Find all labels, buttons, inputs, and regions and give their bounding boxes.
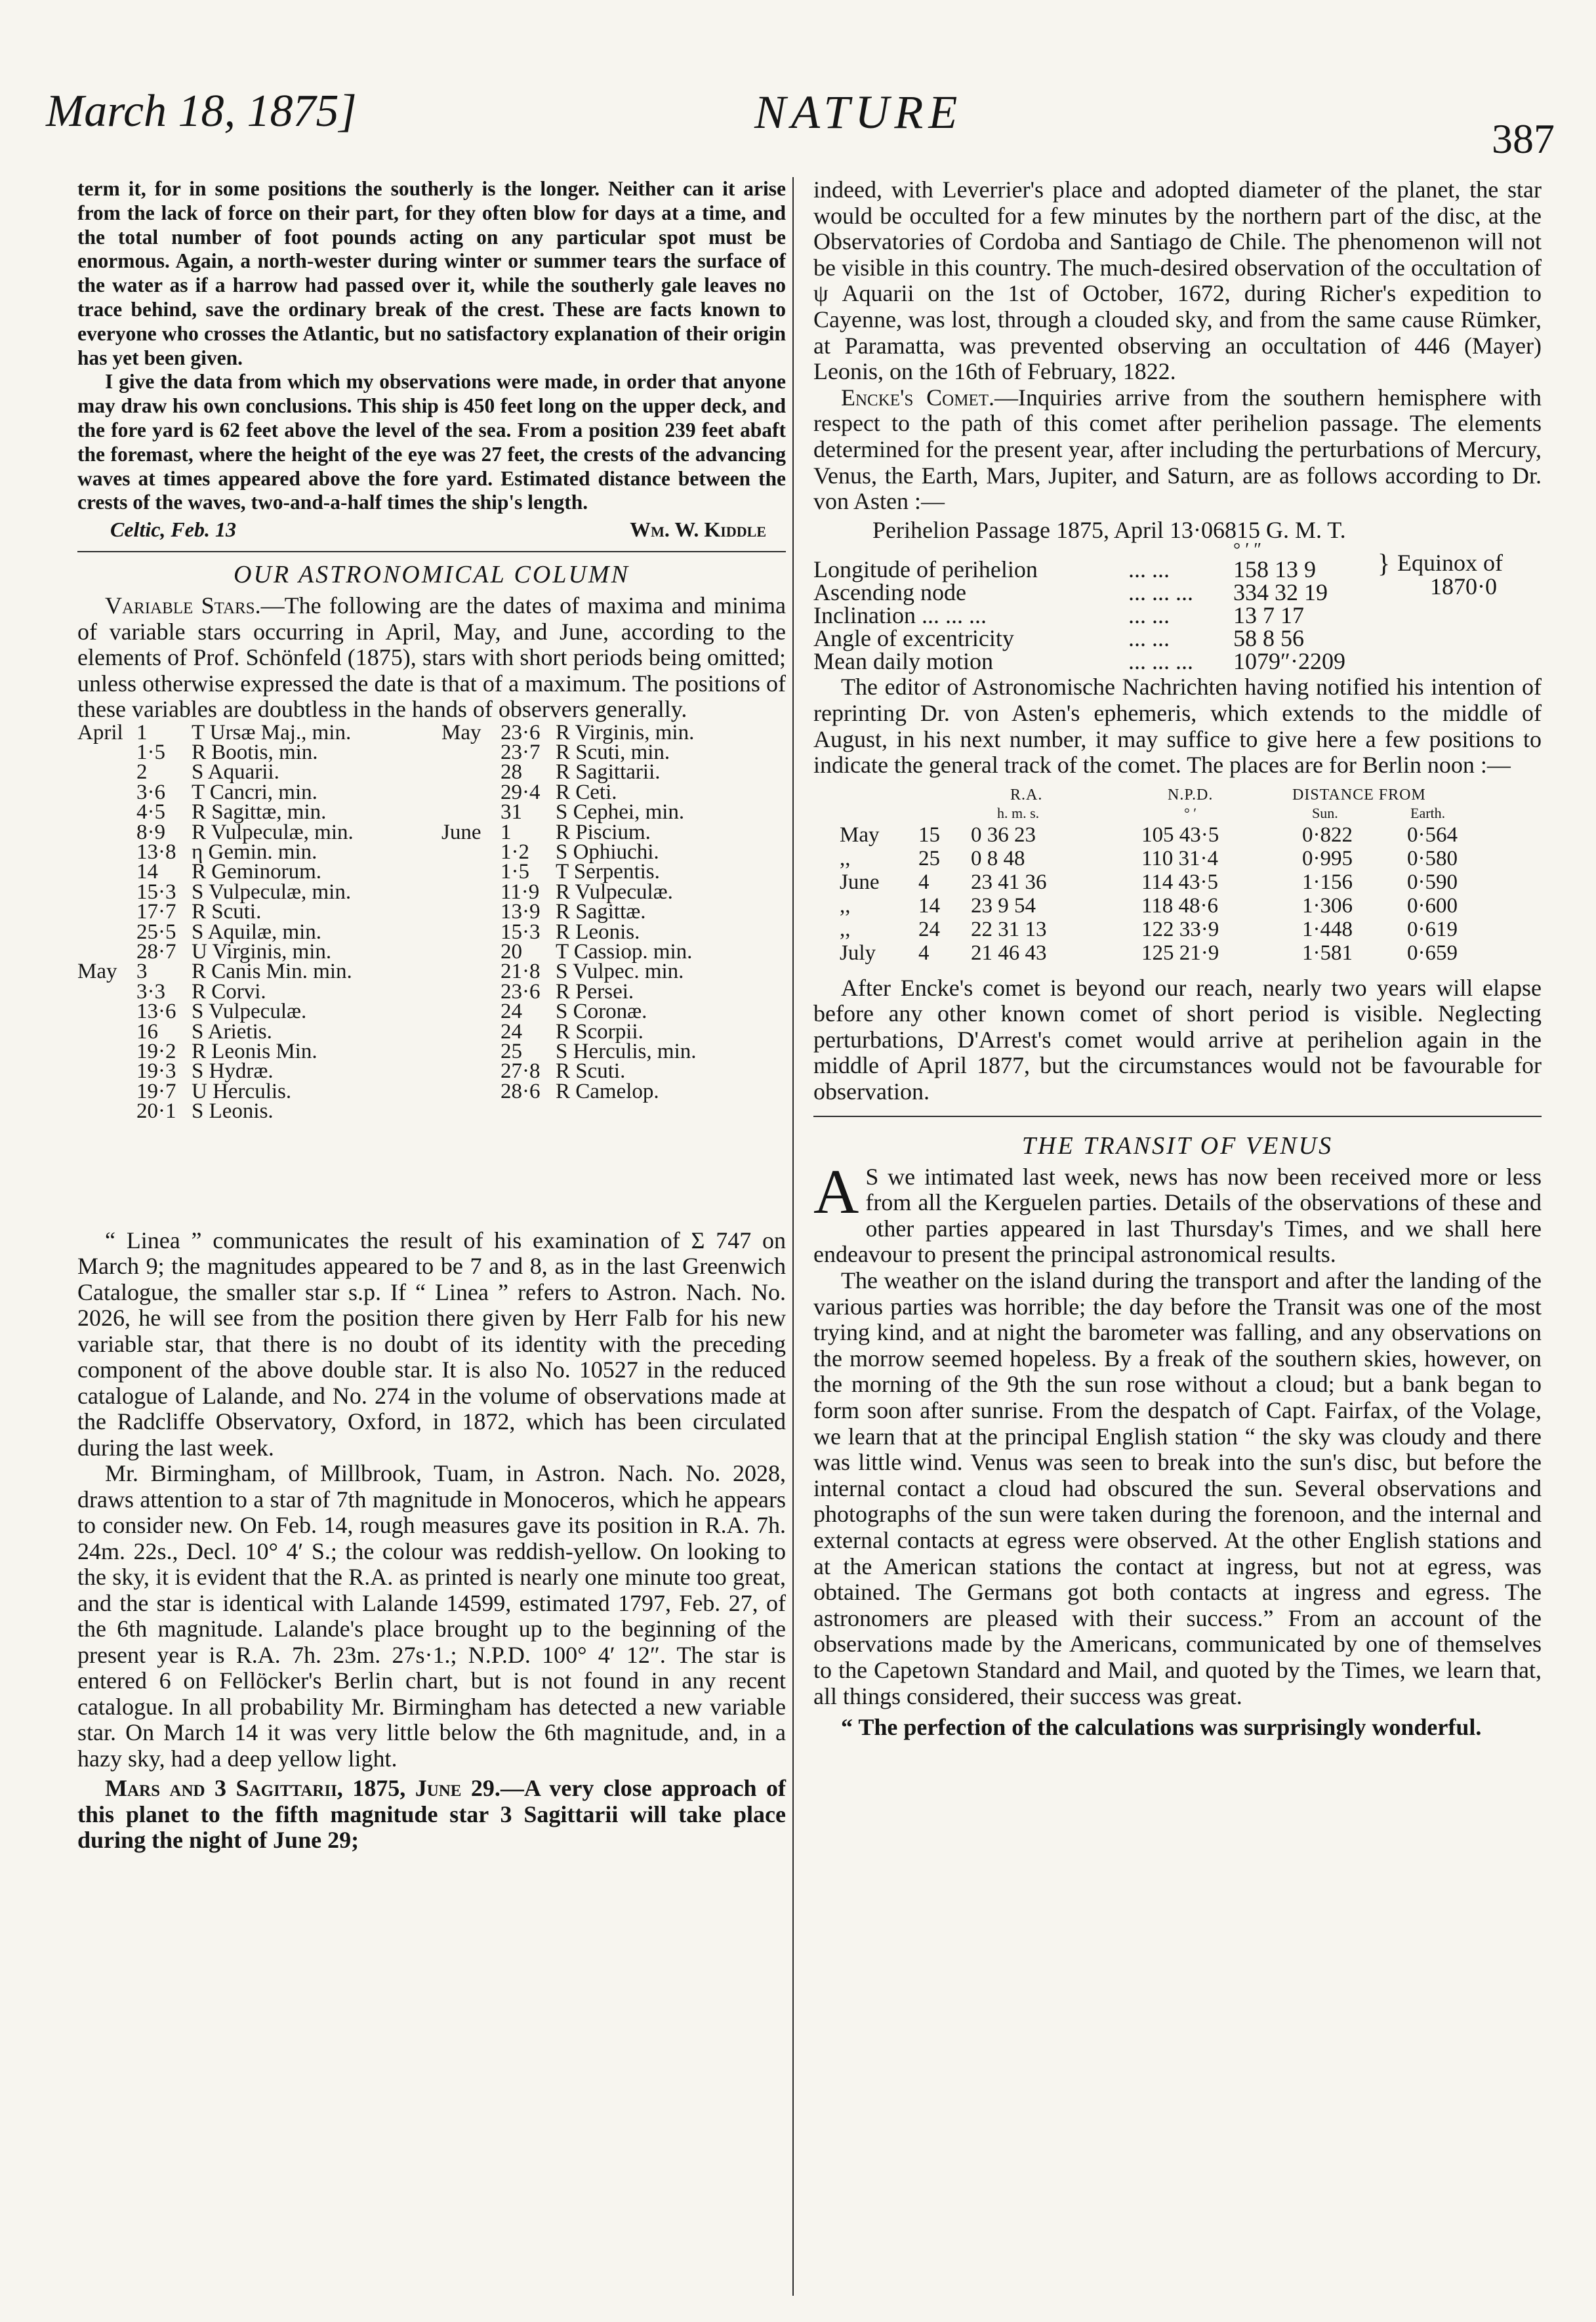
ephemeris-npd: 118 48·6	[1141, 893, 1219, 918]
variable-star-name: R Piscium.	[556, 820, 651, 844]
variable-star-name: R Leonis Min.	[192, 1039, 317, 1063]
transit-dropcap: A	[813, 1156, 859, 1227]
variable-star-day: 11·9	[501, 880, 540, 904]
transit-paragraph-2: The weather on the island during the transport and after the landing of the various parties was horrible; the day before the Transit was one of the most trying kind, and at night the barometer was falling, and any observations on the morrow seemed hopeless. By a freak of the southern skies, however, on the morning of the 9th the sun rose without a cloud; but a bank began to form soon after sunrise. From the despatch of Capt. Fairfax, of the Volage, we learn that at the principal English station “ the sky was cloudy and there was little wind. Venus was seen to break into the sun's disc, but before the internal contact a cloud had obscured the sun. Several observations and photographs of the sun were taken during the forenoon, and the internal and external contacts at egress were observed. At the other English stations and at the American stations the contact at ingress, but not at egress, was obtained. The Germans got both contacts at ingress and egress. The astronomers are pleased with their success.” From an account of the observations made by the Americans, communicated by one of themselves to the Capetown Standard and Mail, and quoted by the Times, we learn that, all things considered, their success was great.	[813, 1267, 1542, 1709]
variable-star-day: 17·7	[136, 900, 176, 924]
element-dots: ... ...	[1128, 625, 1170, 652]
variable-star-row	[441, 800, 696, 825]
variable-star-name: T Cancri, min.	[192, 780, 317, 804]
variable-star-month	[441, 1042, 501, 1061]
variable-star-month	[77, 862, 136, 882]
variable-star-name: T Ursæ Maj., min.	[192, 720, 352, 744]
ephemeris-ra: 22 31 13	[971, 917, 1047, 941]
variable-star-row	[77, 960, 354, 984]
variable-star-row	[77, 902, 354, 922]
letter-paragraph-1: term it, for in some positions the southerly is the longer. Neither can it arise from the lack of force on their part, for they often blow for days at a time, and the total number of foot pounds acting on any particular spot must be enormous. Again, a north-wester during winter or summer tears the surface of the water as if a harrow had passed over it, while the southerly gale leaves no trace behind, save the ordinary break of the crest. These are facts known to everyone who crosses the Atlantic, but no satisfactory explanation of their origin has yet been given.	[77, 177, 786, 369]
variable-star-name: R Virginis, min.	[556, 720, 695, 744]
after-encke-paragraph: After Encke's comet is beyond our reach, nearly two years will elapse before any other known comet of short period is visible. Neglecting perturbations, D'Arrest's comet would arrive at perihelion again in the middle of April 1877, but the circumstances would not be favourable for observation.	[813, 974, 1542, 1105]
ephemeris-ra: 0 36 23	[971, 823, 1036, 847]
variable-star-day: 28·6	[501, 1079, 541, 1103]
ephem-head-ra: R.A.	[1010, 786, 1043, 804]
mars-lead: Mars and 3 Sagittarii, 1875, June 29.	[105, 1775, 501, 1802]
variable-star-name: R Corvi.	[192, 979, 266, 1004]
ephemeris-earth: 0·600	[1407, 893, 1458, 918]
ephem-sub-npd: ° ′	[1184, 804, 1197, 821]
variable-star-name: R Leonis.	[556, 920, 640, 944]
variable-star-month	[441, 762, 501, 782]
variable-star-row	[441, 882, 696, 902]
variable-star-day: 16	[136, 1019, 158, 1044]
ephemeris-month: May	[840, 823, 880, 847]
left-column	[77, 177, 786, 1854]
variable-star-day: 19·7	[136, 1079, 176, 1103]
variable-star-day: 23·6	[501, 979, 541, 1004]
variable-star-row	[77, 862, 354, 882]
ephemeris-npd: 114 43·5	[1141, 870, 1219, 894]
ephemeris-day: 25	[918, 846, 940, 870]
issue-date: March 18, 1875]	[46, 86, 357, 136]
variable-star-day: 3	[136, 960, 148, 984]
variable-star-day: 13·8	[136, 840, 176, 864]
variable-stars-table	[77, 720, 786, 1228]
ephemeris-earth: 0·590	[1407, 870, 1458, 894]
element-label: Mean daily motion	[813, 648, 993, 675]
right-column	[813, 177, 1542, 1741]
variable-star-row	[77, 1099, 354, 1124]
variable-star-day: 28·7	[136, 939, 176, 964]
encke-lead: Encke's Comet.	[841, 384, 994, 411]
letter-signature	[77, 518, 786, 542]
ephemeris-earth: 0·619	[1407, 917, 1458, 941]
variable-star-name: R Scuti.	[556, 1059, 626, 1084]
astro-column-title: OUR ASTRONOMICAL COLUMN	[234, 561, 630, 589]
page-number: 387	[1492, 115, 1555, 162]
variable-star-name: S Herculis, min.	[556, 1039, 697, 1063]
variable-star-name: η Gemin. min.	[192, 840, 317, 864]
variable-star-day: 1·2	[501, 840, 529, 864]
variable-star-day: 23·7	[501, 741, 541, 765]
ephemeris-day: 15	[918, 823, 940, 847]
ephemeris-month: July	[840, 941, 876, 965]
variable-star-name: S Aquarii.	[192, 760, 279, 784]
variable-star-month	[441, 922, 501, 942]
variable-star-day: 20	[501, 939, 522, 964]
variable-star-month	[441, 1002, 501, 1021]
variable-stars-col-2	[441, 720, 697, 1103]
variable-star-row	[77, 720, 354, 744]
ephem-sub-earth: Earth.	[1410, 804, 1446, 821]
mars-paragraph	[77, 1776, 786, 1854]
element-label: Angle of excentricity	[813, 625, 1014, 652]
variable-star-month: June	[441, 820, 481, 844]
element-value: 158 13 9	[1233, 556, 1316, 583]
ephemeris-table	[813, 779, 1542, 975]
ephemeris-ra: 23 9 54	[971, 893, 1036, 918]
variable-star-month	[77, 1002, 136, 1021]
variable-star-row	[441, 1019, 696, 1044]
letter-paragraph-2: I give the data from which my observations were made, in order that anyone may draw his own conclusions. This ship is 450 feet long on the upper deck, and the fore yard is 62 feet above the level of the sea. From a position 239 feet abaft the foremast, where the height of the eye was 27 feet, the crests of the advancing waves at times appeared above the fore yard. Estimated distance between the crests of the waves, two-and-a-half times the ship's length.	[77, 370, 786, 514]
variable-star-day: 25	[501, 1039, 522, 1063]
variable-star-day: 13·6	[136, 1000, 176, 1024]
variable-star-day: 3·3	[136, 979, 165, 1004]
variable-stars-col-1	[77, 720, 354, 1124]
variable-star-day: 23·6	[501, 720, 541, 744]
variable-star-row	[77, 882, 354, 902]
variable-star-day: 1	[136, 720, 148, 744]
ephemeris-earth: 0·564	[1407, 823, 1458, 847]
variable-star-month	[77, 1022, 136, 1042]
variable-star-row	[441, 762, 696, 782]
element-label: Inclination ... ... ...	[813, 602, 987, 629]
variable-star-row	[77, 820, 354, 844]
ephemeris-sun: 1·581	[1302, 941, 1353, 965]
variable-star-month	[77, 942, 136, 962]
ephemeris-earth: 0·659	[1407, 941, 1458, 965]
variable-star-row	[77, 922, 354, 942]
variable-star-month	[77, 802, 136, 822]
variable-star-name: R Vulpeculæ, min.	[192, 820, 354, 844]
editor-paragraph: The editor of Astronomische Nachrichten having notified his intention of reprinting Dr. von Asten's ephemeris, which extends to the middle of August, in his next number, it may suffice to give here a few positions to indicate the general track of the comet. The places are for Berlin noon :—	[813, 674, 1542, 779]
variable-star-month: May	[441, 720, 481, 744]
variable-star-day: 15·3	[501, 920, 541, 944]
variable-star-month	[77, 823, 136, 842]
variable-star-name: R Sagittæ, min.	[192, 800, 327, 825]
variable-star-day: 1	[501, 820, 512, 844]
ephemeris-sun: 0·995	[1302, 846, 1353, 870]
ephem-sub-sun: Sun.	[1312, 804, 1338, 821]
variable-star-month	[441, 942, 501, 962]
variable-star-month	[441, 862, 501, 882]
ephemeris-ra: 23 41 36	[971, 870, 1047, 894]
variable-star-month	[441, 1061, 501, 1081]
elements-units: ° ′ ″	[1233, 540, 1261, 561]
variable-star-row	[441, 1079, 696, 1103]
transit-paragraph-1-text: S we intimated last week, news has now been received more or less from all the Kerguelen parties. Details of the observations of these and other parties appeared in last Thursday's Times, and we shall here endeavour to present the principal astronomical results.	[813, 1163, 1542, 1268]
variable-star-name: R Bootis, min.	[192, 741, 318, 765]
variable-star-name: T Serpentis.	[556, 860, 660, 884]
variable-star-row	[441, 741, 696, 765]
variable-star-name: S Vulpeculæ.	[192, 1000, 307, 1024]
variable-star-day: 4·5	[136, 800, 165, 825]
element-value: 13 7 17	[1233, 602, 1304, 629]
variable-star-day: 20·1	[136, 1099, 176, 1124]
variable-star-row	[441, 1059, 696, 1084]
transit-paragraph-3: “ The perfection of the calculations was surprisingly wonderful.	[841, 1714, 1482, 1741]
variable-star-month	[77, 1101, 136, 1121]
ephemeris-sun: 1·306	[1302, 893, 1353, 918]
ephemeris-npd: 110 31·4	[1141, 846, 1219, 870]
variable-star-name: S Leonis.	[192, 1099, 274, 1124]
variable-star-name: S Vulpec. min.	[556, 960, 684, 984]
variable-star-name: R Scuti.	[192, 900, 262, 924]
ephemeris-month: June	[840, 870, 880, 894]
variable-star-name: S Coronæ.	[556, 1000, 647, 1024]
ephemeris-earth: 0·580	[1407, 846, 1458, 870]
variable-star-row	[441, 780, 696, 804]
journal-title: NATURE	[754, 86, 963, 138]
variable-star-month	[441, 962, 501, 981]
ephemeris-npd: 122 33·9	[1141, 917, 1219, 941]
variable-star-day: 13·9	[501, 900, 541, 924]
linea-paragraph: “ Linea ” communicates the result of his examination of Σ 747 on March 9; the magnitudes appeared to be 7 and 8, as in the last Greenwich Catalogue, the smaller star s.p. If “ Linea ” refers to Astron. Nach. No. 2026, he will see from the position there given by Herr Falb for his new variable star, that there is no doubt of its identity with the preceding component of the above double star. It is also No. 10527 in the reduced catalogue of Lalande, and No. 274 in the volume of observations made at the Radcliffe Observatory, Oxford, in 1872, which has been circulated during the last week.	[77, 1227, 786, 1461]
variable-star-name: T Cassiop. min.	[556, 939, 693, 964]
variable-star-row	[441, 1000, 696, 1024]
variable-star-month	[77, 762, 136, 782]
ephemeris-day: 14	[918, 893, 940, 918]
variable-star-day: 8·9	[136, 820, 165, 844]
variable-star-row	[77, 1039, 354, 1063]
variable-star-row	[441, 939, 696, 964]
equinox-year: 1870·0	[1430, 573, 1497, 600]
variable-star-name: S Cephei, min.	[556, 800, 685, 825]
mars-text: —A very close approach of this planet to the fifth magnitude star 3 Sagittarii will take place during the night of June 29;	[77, 1775, 786, 1854]
signature-place: Celtic, Feb. 13	[110, 518, 236, 542]
variable-star-month	[441, 783, 501, 802]
equinox-label: Equinox of	[1397, 550, 1503, 577]
variable-star-month	[77, 743, 136, 762]
variable-star-row	[441, 842, 696, 862]
ephemeris-ra: 0 8 48	[971, 846, 1025, 870]
variable-star-name: S Ophiuchi.	[556, 840, 659, 864]
variable-star-row	[77, 1059, 354, 1084]
variable-star-day: 2	[136, 760, 148, 784]
variable-star-day: 28	[501, 760, 522, 784]
element-dots: ... ... ...	[1128, 579, 1193, 606]
variable-star-name: S Vulpeculæ, min.	[192, 880, 352, 904]
ephemeris-day: 24	[918, 917, 940, 941]
variable-star-name: S Hydræ.	[192, 1059, 274, 1084]
variable-star-day: 24	[501, 1019, 522, 1044]
ephemeris-month: ,,	[840, 917, 851, 941]
variable-star-name: R Camelop.	[556, 1079, 659, 1103]
variable-star-name: R Scorpii.	[556, 1019, 644, 1044]
ephemeris-row	[813, 894, 1535, 916]
element-value: 58 8 56	[1233, 625, 1304, 652]
variable-star-month	[441, 802, 501, 822]
variable-star-month	[77, 1061, 136, 1081]
variable-star-name: S Arietis.	[192, 1019, 272, 1044]
element-value: 334 32 19	[1233, 579, 1328, 606]
ephemeris-npd: 125 21·9	[1141, 941, 1219, 965]
variable-star-day: 1·5	[501, 860, 529, 884]
column-divider	[792, 177, 794, 2296]
variable-star-month	[77, 882, 136, 902]
variable-star-name: R Sagittæ.	[556, 900, 646, 924]
occultation-paragraph: indeed, with Leverrier's place and adopted diameter of the planet, the star would be occulted for a few minutes by the northern part of the disc, at the Observatories of Cordoba and Santiago de Chile. The phenomenon will not be visible in this country. The much-desired observation of the occultation of ψ Aquarii on the 1st of October, 1672, during Richer's expedition to Cayenne, was lost, through a clouded sky, and from the same cause Rümker, at Paramatta, was prevented observing an occultation of 446 (Mayer) Leonis, on the 16th of February, 1822.	[813, 176, 1542, 385]
variable-star-day: 25·5	[136, 920, 176, 944]
variable-star-month	[441, 882, 501, 902]
ephemeris-npd: 105 43·5	[1141, 823, 1219, 847]
birmingham-paragraph: Mr. Birmingham, of Millbrook, Tuam, in Astron. Nach. No. 2028, draws attention to a star of 7th magnitude in Monoceros, which he appears to consider new. On Feb. 14, rough measures gave its position in R.A. 7h. 24m. 22s., Decl. 10° 4′ S.; the colour was reddish-yellow. On looking to the sky, it is evident that the R.A. as printed is nearly one minute too great, and the star is identical with Lalande 14599, estimated 1797, Feb. 27, of the 6th magnitude. Lalande's place brought up to the beginning of the present year is R.A. 7h. 23m. 27s·1.; N.P.D. 100° 4′ 12″. The star is entered 6 on Fellöcker's Berlin chart, but is not found in any recent catalogue. In all probability Mr. Birmingham has detected a new variable star. On March 14 it was very little below the 6th magnitude, and, in a hazy sky, had a deep yellow light.	[77, 1460, 786, 1772]
ephemeris-sun: 0·822	[1302, 823, 1353, 847]
variable-star-name: R Canis Min. min.	[192, 960, 352, 984]
variable-star-name: R Scuti, min.	[556, 741, 670, 765]
element-dots: ... ... ...	[1128, 648, 1193, 675]
variable-star-row	[441, 862, 696, 882]
variable-star-month	[77, 1082, 136, 1101]
variable-star-day: 19·3	[136, 1059, 176, 1084]
variable-star-day: 21·8	[501, 960, 541, 984]
variable-star-row	[77, 1019, 354, 1044]
variable-star-row	[441, 979, 696, 1004]
element-label: Longitude of perihelion	[813, 556, 1038, 583]
element-dots: ... ...	[1128, 602, 1170, 629]
ephemeris-row	[813, 870, 1535, 893]
variable-star-month	[441, 1082, 501, 1101]
variable-star-month	[441, 842, 501, 862]
variable-stars-lead: Variable Stars.	[105, 592, 261, 619]
variable-star-row	[77, 741, 354, 765]
ephemeris-sun: 1·448	[1302, 917, 1353, 941]
ephemeris-sun: 1·156	[1302, 870, 1353, 894]
variable-star-row	[77, 1079, 354, 1103]
variable-star-row	[77, 800, 354, 825]
variable-star-day: 19·2	[136, 1039, 176, 1063]
variable-star-day: 3·6	[136, 780, 165, 804]
page-header	[46, 79, 1555, 164]
ephemeris-row	[813, 918, 1535, 940]
equinox-brace: }	[1378, 548, 1391, 579]
variable-star-name: R Ceti.	[556, 780, 617, 804]
variable-star-month	[77, 902, 136, 922]
variable-star-row	[441, 960, 696, 984]
ephemeris-day: 4	[918, 941, 930, 965]
element-dots: ... ...	[1128, 556, 1170, 583]
variable-star-name: R Vulpeculæ.	[556, 880, 673, 904]
variable-star-row	[441, 922, 696, 942]
section-rule-2	[813, 1116, 1542, 1117]
variable-star-month	[77, 783, 136, 802]
variable-star-month	[441, 1022, 501, 1042]
variable-stars-intro	[77, 593, 786, 723]
variable-star-day: 31	[501, 800, 522, 825]
signature-name: Wm. W. Kiddle	[630, 518, 766, 542]
variable-star-name: U Herculis.	[192, 1079, 292, 1103]
variable-star-month	[441, 743, 501, 762]
perihelion-passage: Perihelion Passage 1875, April 13·06815 G. M. T.	[872, 516, 1346, 543]
variable-star-month	[77, 1042, 136, 1061]
ephemeris-row	[813, 847, 1535, 869]
encke-paragraph	[813, 385, 1542, 515]
variable-stars-text: —The following are the dates of maxima and minima of variable stars occurring in April, May, and June, according to the elements of Prof. Schönfeld (1875), stars with short periods being omitted; unless otherwise expressed the date is that of a maximum. The positions of these variables are doubtless in the hands of observers generally.	[77, 592, 786, 723]
variable-star-month	[77, 922, 136, 942]
variable-star-row	[77, 780, 354, 804]
variable-star-day: 1·5	[136, 741, 165, 765]
variable-star-name: U Virginis, min.	[192, 939, 332, 964]
variable-star-row	[441, 1039, 697, 1063]
element-label: Ascending node	[813, 579, 966, 606]
variable-star-row	[77, 979, 354, 1004]
ephemeris-month: ,,	[840, 893, 851, 918]
variable-star-name: S Aquilæ, min.	[192, 920, 322, 944]
ephem-sub-ra: h. m. s.	[997, 804, 1040, 821]
variable-star-month: May	[77, 960, 117, 984]
variable-star-row	[441, 720, 696, 744]
transit-title: THE TRANSIT OF VENUS	[1021, 1131, 1334, 1160]
ephemeris-row	[813, 823, 1535, 845]
variable-star-month	[77, 842, 136, 862]
transit-paragraph-1	[813, 1156, 1542, 1268]
variable-star-day: 27·8	[501, 1059, 541, 1084]
variable-star-day: 24	[501, 1000, 522, 1024]
variable-star-row	[77, 939, 354, 964]
variable-star-month: April	[77, 720, 123, 744]
variable-star-name: R Sagittarii.	[556, 760, 661, 784]
comet-elements-table	[813, 540, 1542, 675]
variable-star-day: 14	[136, 860, 158, 884]
variable-star-day: 29·4	[501, 780, 541, 804]
section-rule	[77, 551, 786, 552]
variable-star-row	[441, 902, 696, 922]
ephemeris-day: 4	[918, 870, 930, 894]
ephemeris-ra: 21 46 43	[971, 941, 1047, 965]
element-value: 1079″·2209	[1233, 648, 1345, 675]
variable-star-month	[441, 982, 501, 1002]
variable-star-row	[441, 820, 696, 844]
ephemeris-month: ,,	[840, 846, 851, 870]
ephem-head-npd: N.P.D.	[1168, 786, 1214, 804]
variable-star-day: 15·3	[136, 880, 176, 904]
variable-star-month	[441, 902, 501, 922]
variable-star-row	[77, 762, 354, 782]
variable-star-month	[77, 982, 136, 1002]
ephemeris-row	[813, 941, 1535, 964]
variable-star-row	[77, 842, 354, 862]
encke-text: —Inquiries arrive from the southern hemisphere with respect to the path of this comet after perihelion passage. The elements determined for the present year, after including the perturbations of Mercury, Venus, the Earth, Mars, Jupiter, and Saturn, are as follows according to Dr. von Asten :—	[813, 384, 1542, 515]
variable-star-name: R Persei.	[556, 979, 634, 1004]
ephem-head-distance: DISTANCE FROM	[1292, 786, 1426, 804]
variable-star-row	[77, 1000, 354, 1024]
variable-star-name: R Geminorum.	[192, 860, 321, 884]
